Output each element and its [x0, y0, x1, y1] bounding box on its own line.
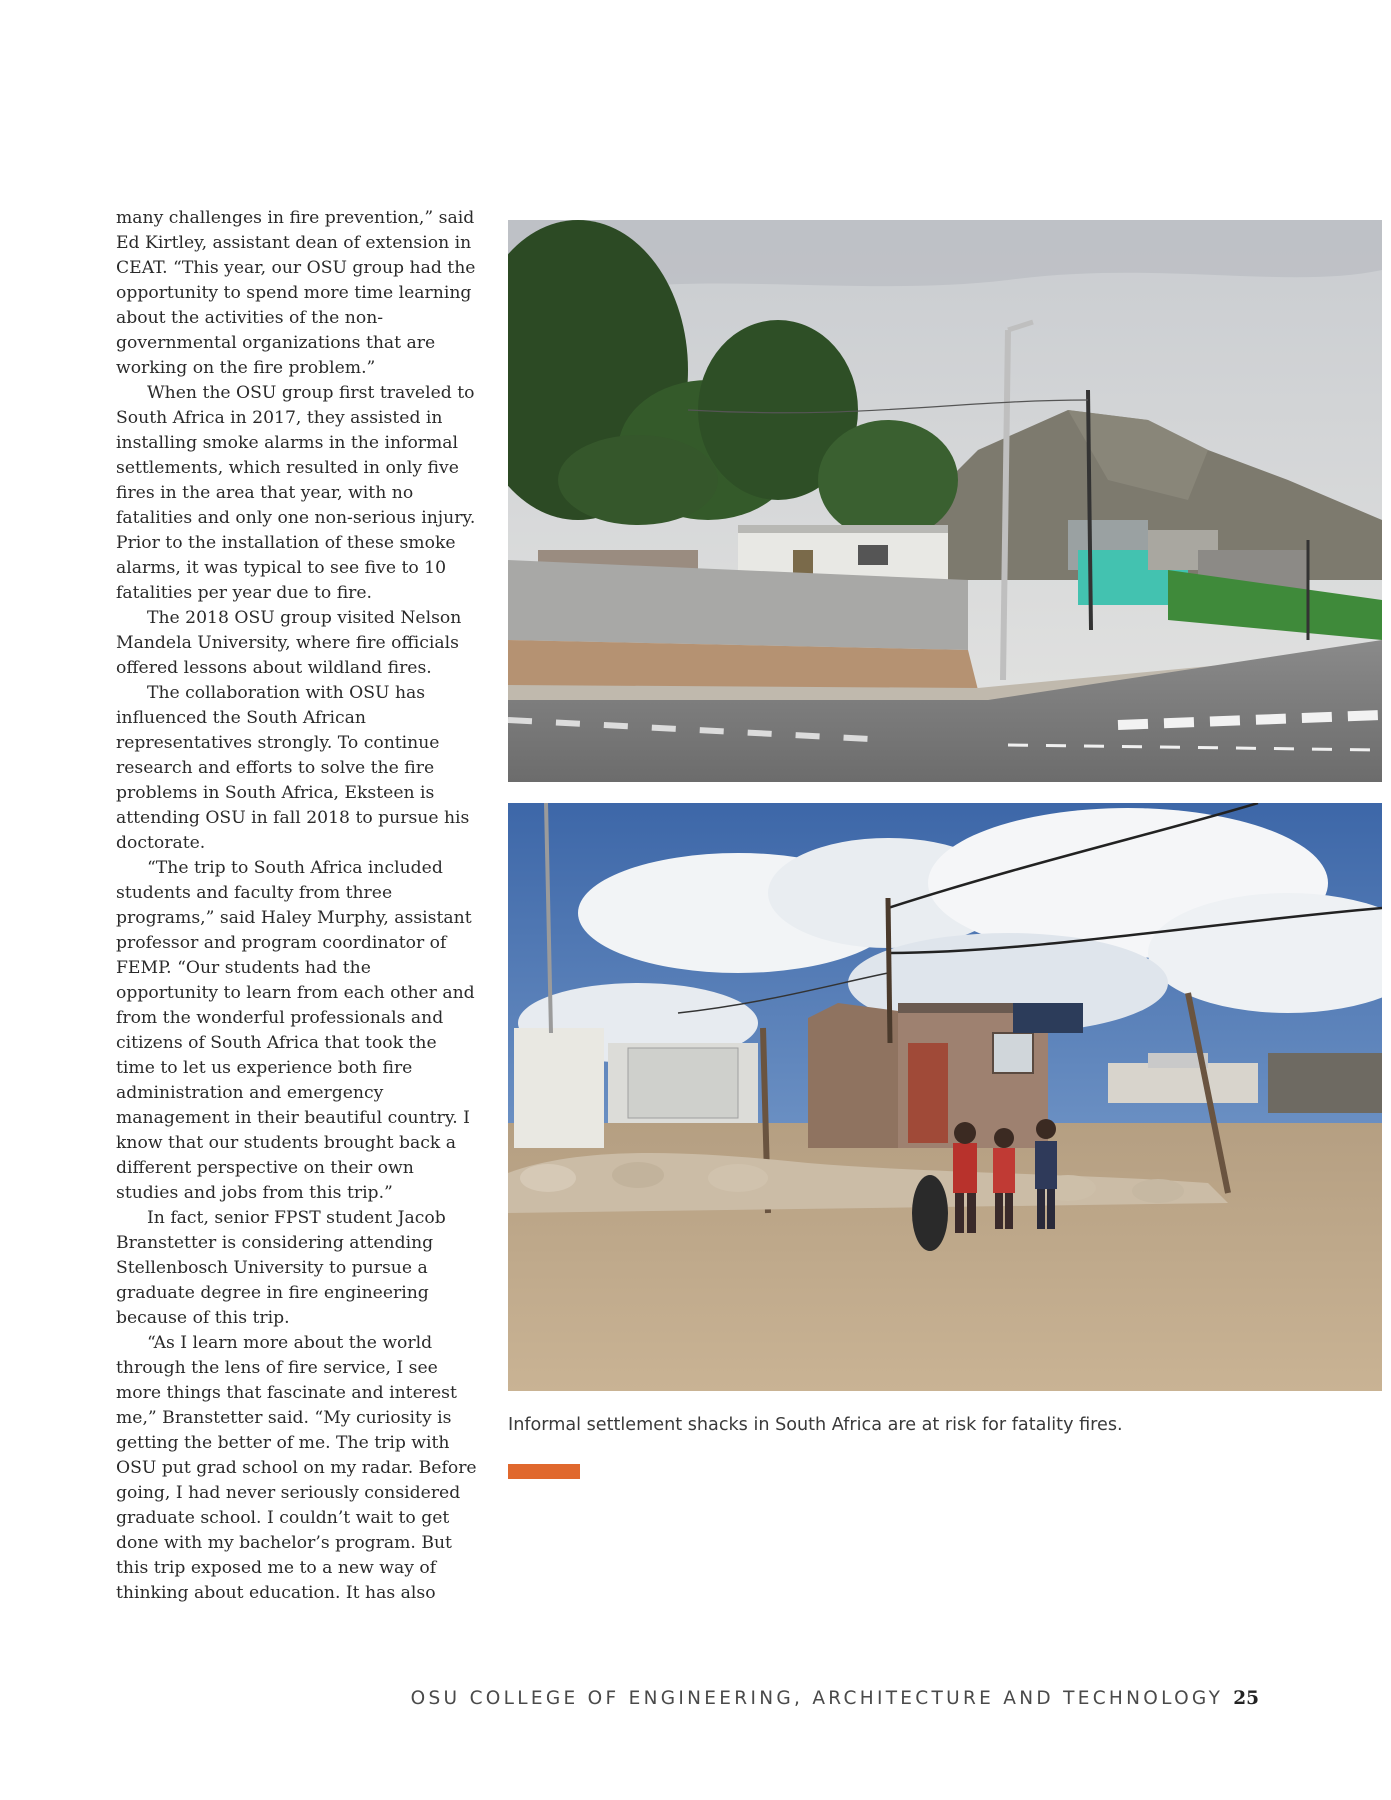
paragraph: many challenges in fire prevention,” said Ed Kirtley, assistant dean of extension in CEAT. “This year, our OSU group had the opportunity to spend more time learning about the activities of the non-governmental organizations that are working on the fire problem.” — [116, 208, 476, 378]
children-shacks-photo — [508, 803, 1382, 1391]
paragraph: “The trip to South Africa included students and faculty from three programs,” said Haley Murphy, assistant professor and program coordinator of FEMP. “Our students had the opportunity to learn from each other and from the wonderful professionals and citizens of South Africa that took the time to let us experience both fire administration and emergency management in their beautiful country. I know that our students brought back a different perspective on their own studies and jobs from this trip.” — [116, 858, 475, 1203]
settlement-road-photo — [508, 220, 1382, 782]
publication-name: OSU COLLEGE OF ENGINEERING, ARCHITECTURE AND TECHNOLOGY — [410, 1688, 1224, 1709]
paragraph: In fact, senior FPST student Jacob Branstetter is considering attending Stellenbosch University to pursue a graduate degree in fire engineering because of this trip. — [116, 1208, 446, 1328]
paragraph: The 2018 OSU group visited Nelson Mandela University, where fire officials offered lessons about wildland fires. — [116, 608, 462, 678]
article-text-column — [116, 206, 478, 1606]
paragraph: When the OSU group first traveled to South Africa in 2017, they assisted in installing smoke alarms in the informal settlements, which resulted in only five fires in the area that year, with no fatalities and only one non-serious injury. Prior to the installation of these smoke alarms, it was typical to see five to 10 fatalities per year due to fire. — [116, 383, 476, 603]
accent-bar — [508, 1464, 580, 1479]
page-footer — [411, 1688, 1259, 1709]
paragraph: The collaboration with OSU has influenced the South African representatives strongly. To continue research and efforts to solve the fire problems in South Africa, Eksteen is attending OSU in fall 2018 to pursue his doctorate. — [116, 683, 470, 853]
photo-caption: Informal settlement shacks in South Africa are at risk for fatality fires. — [508, 1415, 1123, 1435]
page-number: 25 — [1233, 1688, 1259, 1709]
paragraph: “As I learn more about the world through the lens of fire service, I see more things that fascinate and interest me,” Branstetter said. “My curiosity is getting the better of me. The trip with OSU put grad school on my radar. Before going, I had never seriously considered graduate school. I couldn’t wait to get done with my bachelor’s program. But this trip exposed me to a new way of thinking about education. It has also — [116, 1333, 477, 1603]
